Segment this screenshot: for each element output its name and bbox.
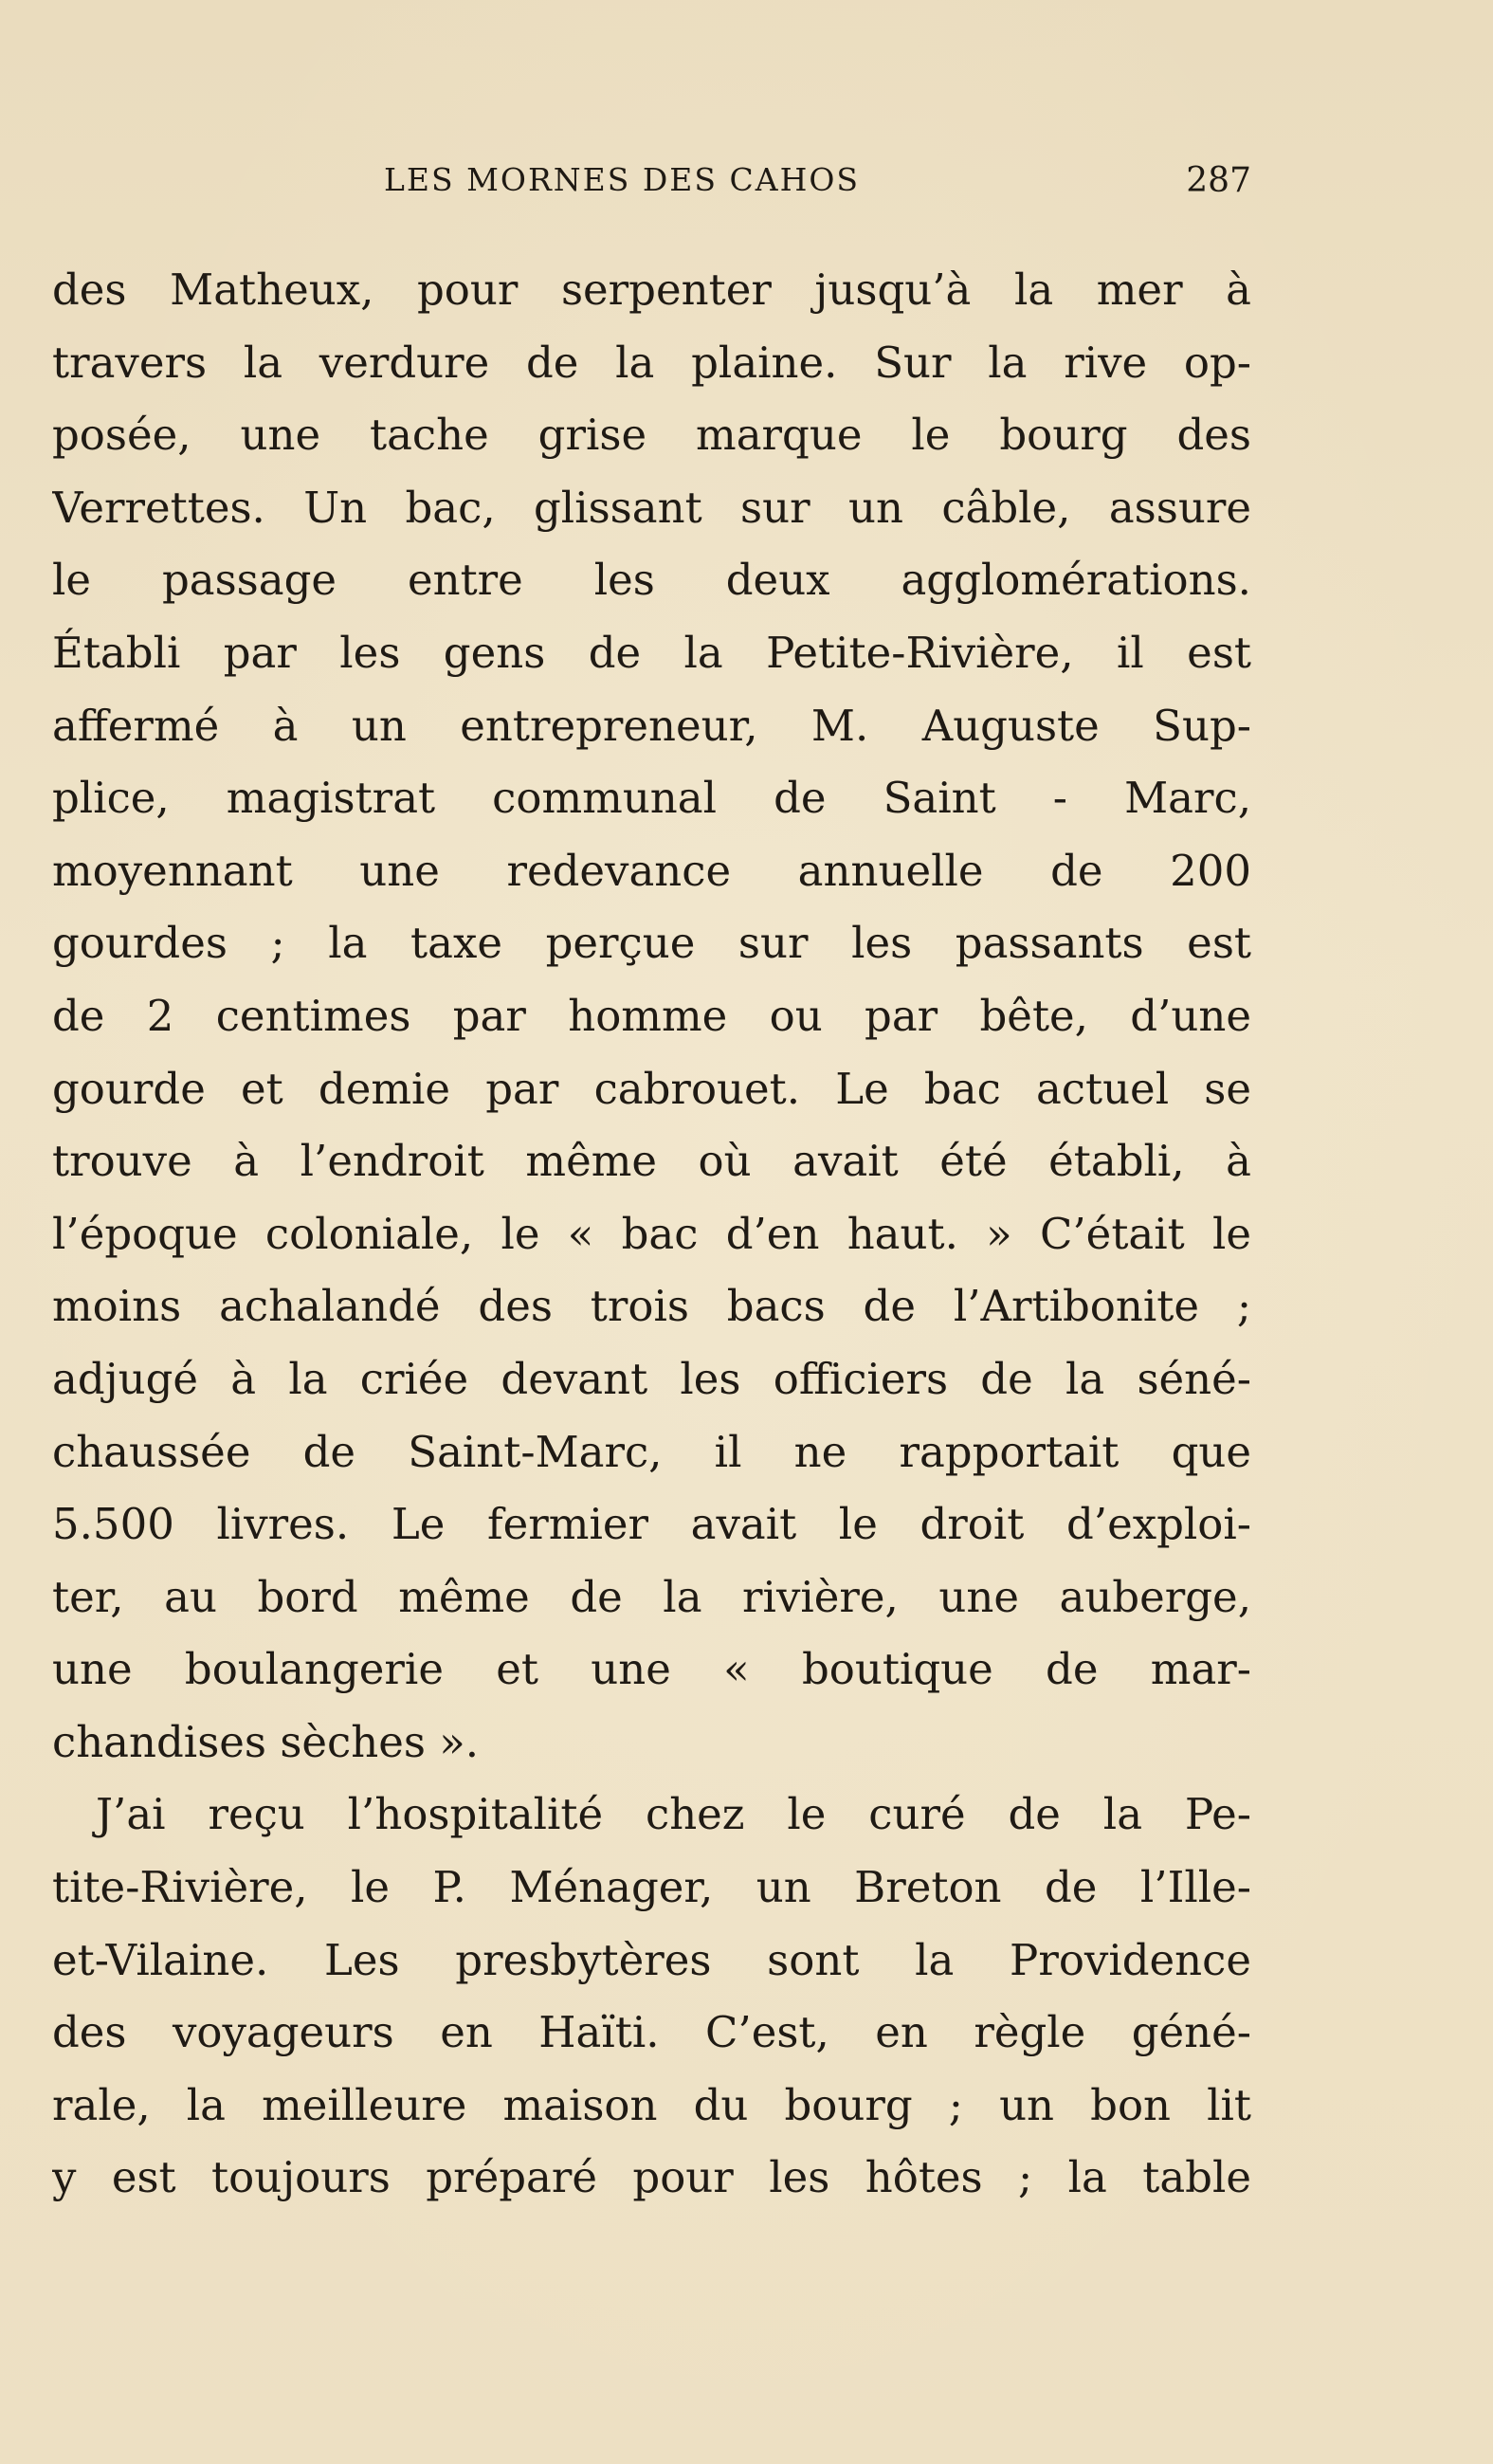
text-line: moins achalandé des trois bacs de l’Artibonite ; [52, 1281, 1251, 1332]
text-line: des Matheux, pour serpenter jusqu’à la mer à [52, 265, 1251, 315]
text-line: posée, une tache grise marque le bourg des [52, 410, 1251, 461]
paragraph-1 [52, 254, 1251, 1779]
text-line: J’ai reçu l’hospitalité chez le curé de la Pe- [96, 1789, 1251, 1840]
body-text [52, 254, 1251, 2215]
text-line: une boulangerie et une « boutique de mar- [52, 1644, 1251, 1695]
text-line: et-Vilaine. Les presbytères sont la Providence [52, 1934, 1251, 1985]
page-number: 287 [1186, 161, 1251, 200]
text-line: trouve à l’endroit même où avait été établi, à [52, 1136, 1251, 1187]
text-line: tite-Rivière, le P. Ménager, un Breton de l’Ille- [52, 1862, 1251, 1913]
running-head [52, 161, 1251, 209]
text-line: travers la verdure de la plaine. Sur la rive op- [52, 337, 1251, 388]
text-line: l’époque coloniale, le « bac d’en haut. » C’était le [52, 1208, 1251, 1259]
text-line: des voyageurs en Haïti. C’est, en règle géné- [52, 2007, 1251, 2058]
text-line: Verrettes. Un bac, glissant sur un câble, assure [52, 482, 1251, 533]
text-line: rale, la meilleure maison du bourg ; un bon lit [52, 2079, 1251, 2130]
text-line: adjugé à la criée devant les officiers de la séné- [52, 1353, 1251, 1404]
text-line: gourde et demie par cabrouet. Le bac actuel se [52, 1063, 1251, 1114]
running-title: LES MORNES DES CAHOS [384, 161, 861, 198]
text-line: plice, magistrat communal de Saint - Marc, [52, 773, 1251, 824]
text-line: de 2 centimes par homme ou par bête, d’une [52, 990, 1251, 1041]
text-line: gourdes ; la taxe perçue sur les passants est [52, 918, 1251, 969]
text-line: 5.500 livres. Le fermier avait le droit d’exploi- [52, 1499, 1251, 1550]
text-line: ter, au bord même de la rivière, une auberge, [52, 1571, 1251, 1622]
text-line: affermé à un entrepreneur, M. Auguste Sup- [52, 700, 1251, 751]
text-line: Établi par les gens de la Petite-Rivière, il est [52, 627, 1251, 678]
text-line: y est toujours préparé pour les hôtes ; la table [52, 2152, 1251, 2203]
text-line: le passage entre les deux agglomérations. [52, 555, 1251, 606]
text-line: chaussée de Saint-Marc, il ne rapportait que [52, 1426, 1251, 1477]
paragraph-2 [52, 1779, 1251, 2215]
text-line: moyennant une redevance annuelle de 200 [52, 845, 1251, 896]
text-line: chandises sèches ». [52, 1716, 480, 1767]
